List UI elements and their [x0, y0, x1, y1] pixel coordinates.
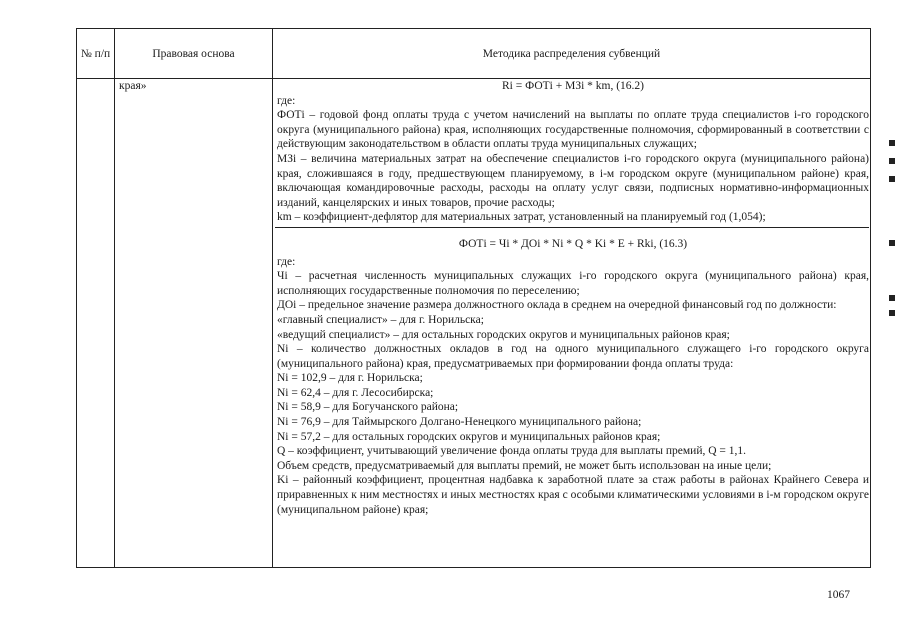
method-line: где: — [277, 255, 296, 268]
method-line: Q – коэффициент, учитывающий увеличение фонда оплаты труда для выплаты премий, Q = 1,1. — [277, 445, 747, 458]
header-col-number: № п/п — [80, 47, 111, 60]
scan-margin-mark — [889, 295, 895, 301]
method-line: Объем средств, предусматриваемый для выплаты премий, не может быть использован на иные цели; — [277, 459, 772, 472]
scan-margin-mark — [889, 158, 895, 164]
formula-16-3: ФОТi = Чi * ДОi * Ni * Q * Ki * E + Rki, (16.3) — [458, 237, 688, 250]
header-col-method: Методика распределения субвенций — [482, 47, 661, 60]
document-table — [76, 28, 871, 568]
method-line: Ni = 62,4 – для г. Лесосибирска; — [277, 386, 434, 399]
method-line: km – коэффициент-дефлятор для материальных затрат, установленный на планируемый год (1,054); — [277, 211, 766, 224]
method-line: Ni = 58,9 – для Богучанского района; — [277, 401, 459, 414]
page-number: 1067 — [827, 589, 850, 601]
scan-margin-mark — [889, 310, 895, 316]
method-line: «главный специалист» – для г. Норильска; — [277, 313, 484, 326]
method-line: Ni = 76,9 – для Таймырского Долгано-Ненецкого муниципального района; — [277, 416, 642, 429]
column-divider — [114, 29, 115, 567]
scan-margin-mark — [889, 240, 895, 246]
method-line: ДОi – предельное значение размера должностного оклада в среднем на очередной финансовый год по должности: — [277, 299, 837, 312]
method-line: МЗi – величина материальных затрат на обеспечение специалистов i-го городского округа (муниципального района) края, сложившаяся в году, предшествующем планируемому, в i-м городском округе (муниципальном районе) края, включающая командировочные расходы, расходы на оплату услуг связи, подписных нормативно-информационных изданий, канцелярских и иных товаров, прочие расходы; — [277, 152, 869, 209]
header-col-legal-basis: Правовая основа — [152, 47, 235, 60]
scan-margin-mark — [889, 176, 895, 182]
method-line: Чi – расчетная численность муниципальных служащих i-го городского округа (муниципального района) края, исполняющих государственные полномочия по переселению; — [277, 270, 869, 297]
method-line: ФОТi – годовой фонд оплаты труда с учетом начислений на выплаты по оплате труда специалистов i-го городского округа (муниципального района) края, исполняющих государственные полномочия, сформированный в соответствии с действующим законодательством в области оплаты труда муниципальных служащих; — [277, 109, 869, 151]
formula-16-2: Ri = ФОТi + МЗi * km, (16.2) — [502, 80, 644, 92]
column-divider — [272, 29, 273, 567]
method-cell — [277, 79, 869, 517]
method-line: Ni – количество должностных окладов в год на одного муниципального служащего i-го городского округа (муниципального района) края, предусматриваемых при формировании фонда оплаты труда: — [277, 343, 869, 370]
method-line: «ведущий специалист» – для остальных городских округов и муниципальных районов края; — [277, 328, 730, 341]
method-line: Ni = 102,9 – для г. Норильска; — [277, 372, 423, 385]
method-line: где: — [277, 94, 296, 107]
scan-margin-mark — [889, 140, 895, 146]
legal-basis-cell: края» — [119, 80, 147, 92]
method-line: Ki – районный коэффициент, процентная надбавка к заработной плате за стаж работы в районах Крайнего Севера и приравненных к ним местностях и иных местностях края с особыми климатическими условиями в i-м городском округе (муниципальном районе) края; — [277, 474, 869, 516]
method-line: Ni = 57,2 – для остальных городских округов и муниципальных районов края; — [277, 430, 661, 443]
section-divider — [275, 227, 869, 228]
